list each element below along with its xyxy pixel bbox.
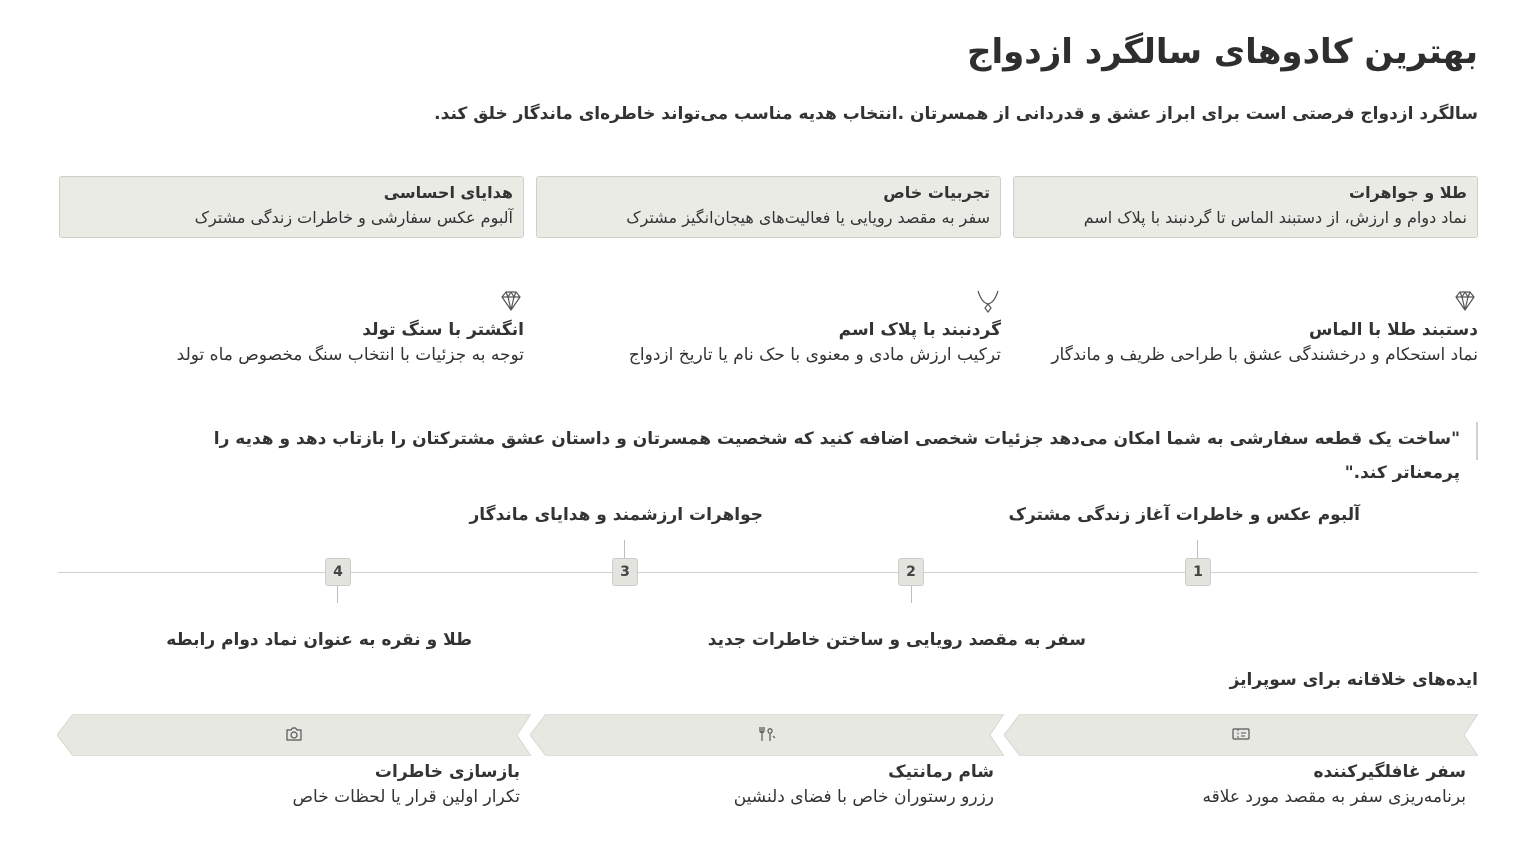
- idea-banner-dinner: [530, 714, 1004, 756]
- restaurant-icon: [758, 725, 776, 743]
- gift-item-title: گردنبند با پلاک اسم: [838, 320, 1001, 340]
- timeline-node-2: 2: [898, 558, 924, 586]
- timeline-connector: [337, 585, 338, 603]
- category-desc: آلبوم عکس سفارشی و خاطرات زندگی مشترک: [194, 208, 513, 227]
- idea-item-trip: [1202, 760, 1466, 810]
- ideas-heading: ایده‌های خلاقانه برای سوپرایز: [1229, 670, 1478, 690]
- gift-item-desc: نماد استحکام و درخشندگی عشق با طراحی ظریف و ماندگار: [1051, 345, 1478, 365]
- idea-banner-memories: [57, 714, 531, 756]
- page-subtitle: سالگرد ازدواج فرصتی است برای ابراز عشق و قدردانی از همسرتان .انتخاب هدیه مناسب می‌تواند خاطره‌ای ماندگار خلق کند.: [434, 104, 1478, 124]
- page-title: بهترین کادوهای سالگرد ازدواج: [966, 32, 1478, 72]
- category-card-sentimental: [59, 176, 524, 238]
- idea-item-dinner: [734, 760, 994, 810]
- timeline-label-1: آلبوم عکس و خاطرات آغاز زندگی مشترک: [1008, 505, 1360, 525]
- category-card-jewelry: [1013, 176, 1478, 238]
- timeline-node-3: 3: [612, 558, 638, 586]
- idea-title: سفر غافلگیرکننده: [1313, 762, 1466, 782]
- gift-item-desc: توجه به جزئیات با انتخاب سنگ مخصوص ماه تولد: [176, 345, 524, 365]
- timeline-node-1: 1: [1185, 558, 1211, 586]
- ticket-icon: [1232, 725, 1250, 743]
- idea-desc: برنامه‌ریزی سفر به مقصد مورد علاقه: [1202, 787, 1466, 807]
- category-title: طلا و جواهرات: [1349, 183, 1467, 202]
- category-desc: سفر به مقصد رویایی یا فعالیت‌های هیجان‌انگیز مشترک: [626, 208, 990, 227]
- category-desc: نماد دوام و ارزش، از دستبند الماس تا گردنبند با پلاک اسم: [1083, 208, 1467, 227]
- timeline-connector: [624, 540, 625, 558]
- gift-item-desc: ترکیب ارزش مادی و معنوی با حک نام یا تاریخ ازدواج: [628, 345, 1001, 365]
- gift-item-title: دستبند طلا با الماس: [1309, 320, 1478, 340]
- timeline-line: [58, 572, 1478, 573]
- camera-icon: [285, 725, 303, 743]
- timeline-connector: [1197, 540, 1198, 558]
- quote-block: "ساخت یک قطعه سفارشی به شما امکان می‌دهد جزئیات شخصی اضافه کنید که شخصیت همسرتان و داستان عشق مشترکتان را بازتاب دهد و هدیه را پرمعناتر کند.": [178, 422, 1478, 460]
- timeline-connector: [911, 585, 912, 603]
- timeline-label-3: جواهرات ارزشمند و هدایای ماندگار: [469, 505, 763, 525]
- diamond-icon: [1452, 288, 1478, 314]
- category-title: تجربیات خاص: [883, 183, 990, 202]
- idea-title: بازسازی خاطرات: [374, 762, 520, 782]
- idea-desc: تکرار اولین قرار یا لحظات خاص: [292, 787, 520, 807]
- timeline-label-4: طلا و نقره به عنوان نماد دوام رابطه: [166, 630, 472, 650]
- idea-desc: رزرو رستوران خاص با فضای دلنشین: [733, 787, 994, 807]
- idea-title: شام رمانتیک: [888, 762, 994, 782]
- necklace-icon: [975, 288, 1001, 314]
- gift-item-title: انگشتر با سنگ تولد: [362, 320, 524, 340]
- idea-item-memories: [292, 760, 520, 810]
- category-title: هدایای احساسی: [383, 183, 513, 202]
- idea-banner-trip: [1004, 714, 1478, 756]
- category-card-experiences: [536, 176, 1001, 238]
- timeline-node-4: 4: [325, 558, 351, 586]
- timeline-label-2: سفر به مقصد رویایی و ساختن خاطرات جدید: [707, 630, 1086, 650]
- diamond-icon: [498, 288, 524, 314]
